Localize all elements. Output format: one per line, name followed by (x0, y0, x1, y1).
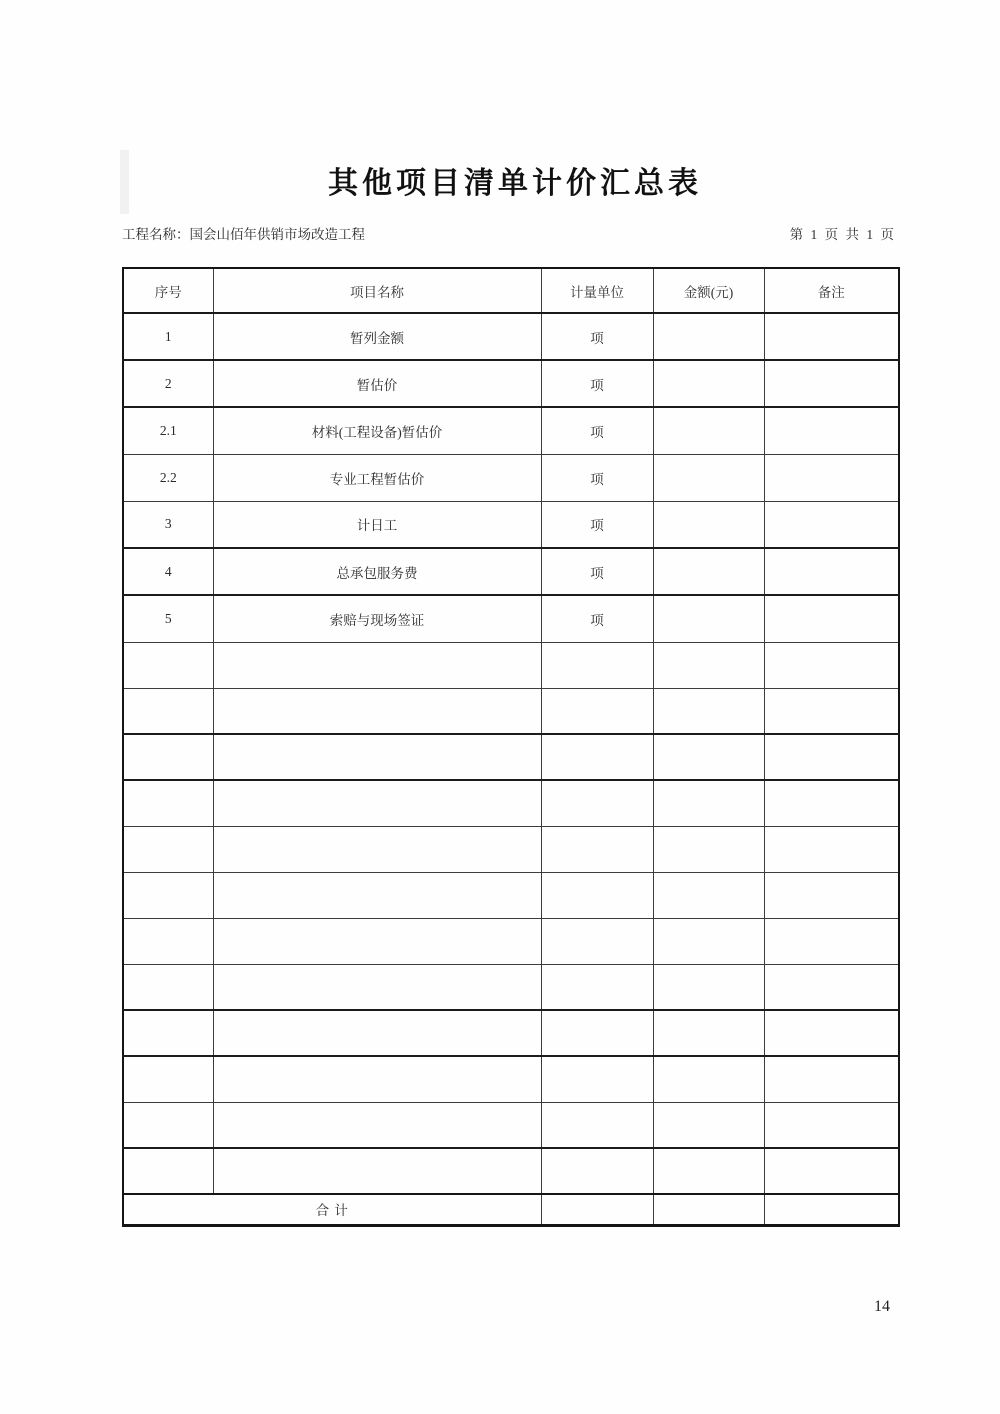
amount-cell (653, 595, 764, 642)
note-cell-empty (764, 688, 899, 734)
page-title: 其他项目清单计价汇总表 (328, 167, 702, 200)
empty-table-row (123, 780, 899, 826)
note-cell (764, 454, 899, 501)
unit-cell-empty (541, 918, 653, 964)
amount-cell (653, 454, 764, 501)
unit-cell: 项 (541, 501, 653, 548)
unit-cell-empty (541, 1102, 653, 1148)
row-number-cell-empty (123, 1056, 213, 1102)
amount-cell (653, 313, 764, 360)
item-name-cell-empty (213, 1148, 541, 1194)
project-name-line (122, 223, 365, 243)
unit-cell-empty (541, 964, 653, 1010)
amount-cell (653, 360, 764, 407)
row-number-cell-empty (123, 1010, 213, 1056)
row-number-cell-empty (123, 872, 213, 918)
unit-cell-empty (541, 1056, 653, 1102)
amount-cell-empty (653, 780, 764, 826)
row-number-cell-empty (123, 780, 213, 826)
table-header-row (123, 268, 899, 313)
note-cell (764, 548, 899, 595)
note-cell-total (764, 1194, 899, 1225)
item-name-cell: 索赔与现场签证 (213, 595, 541, 642)
amount-cell-empty (653, 734, 764, 780)
item-name-cell: 材料(工程设备)暂估价 (213, 407, 541, 454)
item-name-cell-empty (213, 964, 541, 1010)
amount-cell-empty (653, 1102, 764, 1148)
item-name-cell-empty (213, 688, 541, 734)
unit-cell-empty (541, 872, 653, 918)
row-number-cell-empty (123, 734, 213, 780)
empty-table-row (123, 1056, 899, 1102)
unit-cell-empty (541, 642, 653, 688)
item-name-cell-empty (213, 918, 541, 964)
unit-cell: 项 (541, 548, 653, 595)
unit-cell: 项 (541, 313, 653, 360)
footer-page-number: 14 (874, 1298, 890, 1315)
row-number-cell: 5 (123, 595, 213, 642)
column-header-no: 序号 (123, 268, 213, 313)
note-cell-empty (764, 872, 899, 918)
empty-table-row (123, 964, 899, 1010)
item-name-cell: 暂估价 (213, 360, 541, 407)
unit-cell: 项 (541, 407, 653, 454)
amount-cell-empty (653, 1148, 764, 1194)
amount-cell-empty (653, 918, 764, 964)
row-number-cell-empty (123, 688, 213, 734)
unit-cell: 项 (541, 454, 653, 501)
unit-cell-empty (541, 1010, 653, 1056)
table-row (123, 360, 899, 407)
empty-table-row (123, 826, 899, 872)
note-cell-empty (764, 826, 899, 872)
item-name-cell-empty (213, 734, 541, 780)
empty-table-row (123, 642, 899, 688)
note-cell-empty (764, 1056, 899, 1102)
empty-table-row (123, 1102, 899, 1148)
note-cell-empty (764, 918, 899, 964)
item-name-cell: 专业工程暂估价 (213, 454, 541, 501)
note-cell-empty (764, 642, 899, 688)
note-cell (764, 360, 899, 407)
row-number-cell-empty (123, 642, 213, 688)
note-cell-empty (764, 780, 899, 826)
item-name-cell-empty (213, 872, 541, 918)
row-number-cell: 3 (123, 501, 213, 548)
table-body (123, 313, 899, 1225)
row-number-cell-empty (123, 918, 213, 964)
row-number-cell: 2.1 (123, 407, 213, 454)
page-info: 第 1 页 共 1 页 (789, 227, 896, 242)
table-row (123, 313, 899, 360)
amount-cell (653, 407, 764, 454)
unit-cell: 项 (541, 360, 653, 407)
column-header-amount: 金额(元) (653, 268, 764, 313)
amount-cell-empty (653, 1010, 764, 1056)
unit-cell-total (541, 1194, 653, 1225)
unit-cell: 项 (541, 595, 653, 642)
amount-cell-empty (653, 688, 764, 734)
item-name-cell: 总承包服务费 (213, 548, 541, 595)
unit-cell-empty (541, 688, 653, 734)
row-number-cell: 2.2 (123, 454, 213, 501)
row-number-cell-empty (123, 826, 213, 872)
note-cell-empty (764, 964, 899, 1010)
amount-cell-total (653, 1194, 764, 1225)
column-header-note: 备注 (764, 268, 899, 313)
amount-cell-empty (653, 872, 764, 918)
note-cell (764, 407, 899, 454)
amount-cell (653, 548, 764, 595)
amount-cell-empty (653, 826, 764, 872)
table-row (123, 454, 899, 501)
item-name-cell-empty (213, 826, 541, 872)
note-cell (764, 501, 899, 548)
column-header-unit: 计量单位 (541, 268, 653, 313)
table-row (123, 548, 899, 595)
amount-cell-empty (653, 1056, 764, 1102)
table-row (123, 595, 899, 642)
empty-table-row (123, 734, 899, 780)
total-row (123, 1194, 899, 1225)
item-name-cell-empty (213, 1010, 541, 1056)
unit-cell-empty (541, 780, 653, 826)
empty-table-row (123, 872, 899, 918)
table-row (123, 501, 899, 548)
note-cell-empty (764, 1102, 899, 1148)
note-cell (764, 313, 899, 360)
row-number-cell: 1 (123, 313, 213, 360)
table-row (123, 407, 899, 454)
note-cell (764, 595, 899, 642)
empty-table-row (123, 1010, 899, 1056)
item-name-cell-empty (213, 1102, 541, 1148)
row-number-cell-empty (123, 1102, 213, 1148)
amount-cell-empty (653, 642, 764, 688)
empty-table-row (123, 688, 899, 734)
unit-cell-empty (541, 734, 653, 780)
project-name-label: 工程名称： (122, 227, 190, 242)
empty-table-row (123, 918, 899, 964)
item-name-cell: 暂列金额 (213, 313, 541, 360)
row-number-cell-empty (123, 1148, 213, 1194)
row-number-cell: 4 (123, 548, 213, 595)
project-name-value: 国会山佰年供销市场改造工程 (189, 227, 365, 242)
column-header-name: 项目名称 (213, 268, 541, 313)
item-name-cell: 计日工 (213, 501, 541, 548)
row-number-cell-empty (123, 964, 213, 1010)
empty-table-row (123, 1148, 899, 1194)
row-number-cell: 2 (123, 360, 213, 407)
note-cell-empty (764, 1010, 899, 1056)
amount-cell-empty (653, 964, 764, 1010)
item-name-cell-empty (213, 780, 541, 826)
item-name-cell-empty (213, 1056, 541, 1102)
amount-cell (653, 501, 764, 548)
summary-table (122, 267, 900, 1227)
total-label-cell: 合 计 (123, 1194, 541, 1225)
item-name-cell-empty (213, 642, 541, 688)
note-cell-empty (764, 1148, 899, 1194)
unit-cell-empty (541, 1148, 653, 1194)
note-cell-empty (764, 734, 899, 780)
unit-cell-empty (541, 826, 653, 872)
meta-row (122, 223, 898, 243)
